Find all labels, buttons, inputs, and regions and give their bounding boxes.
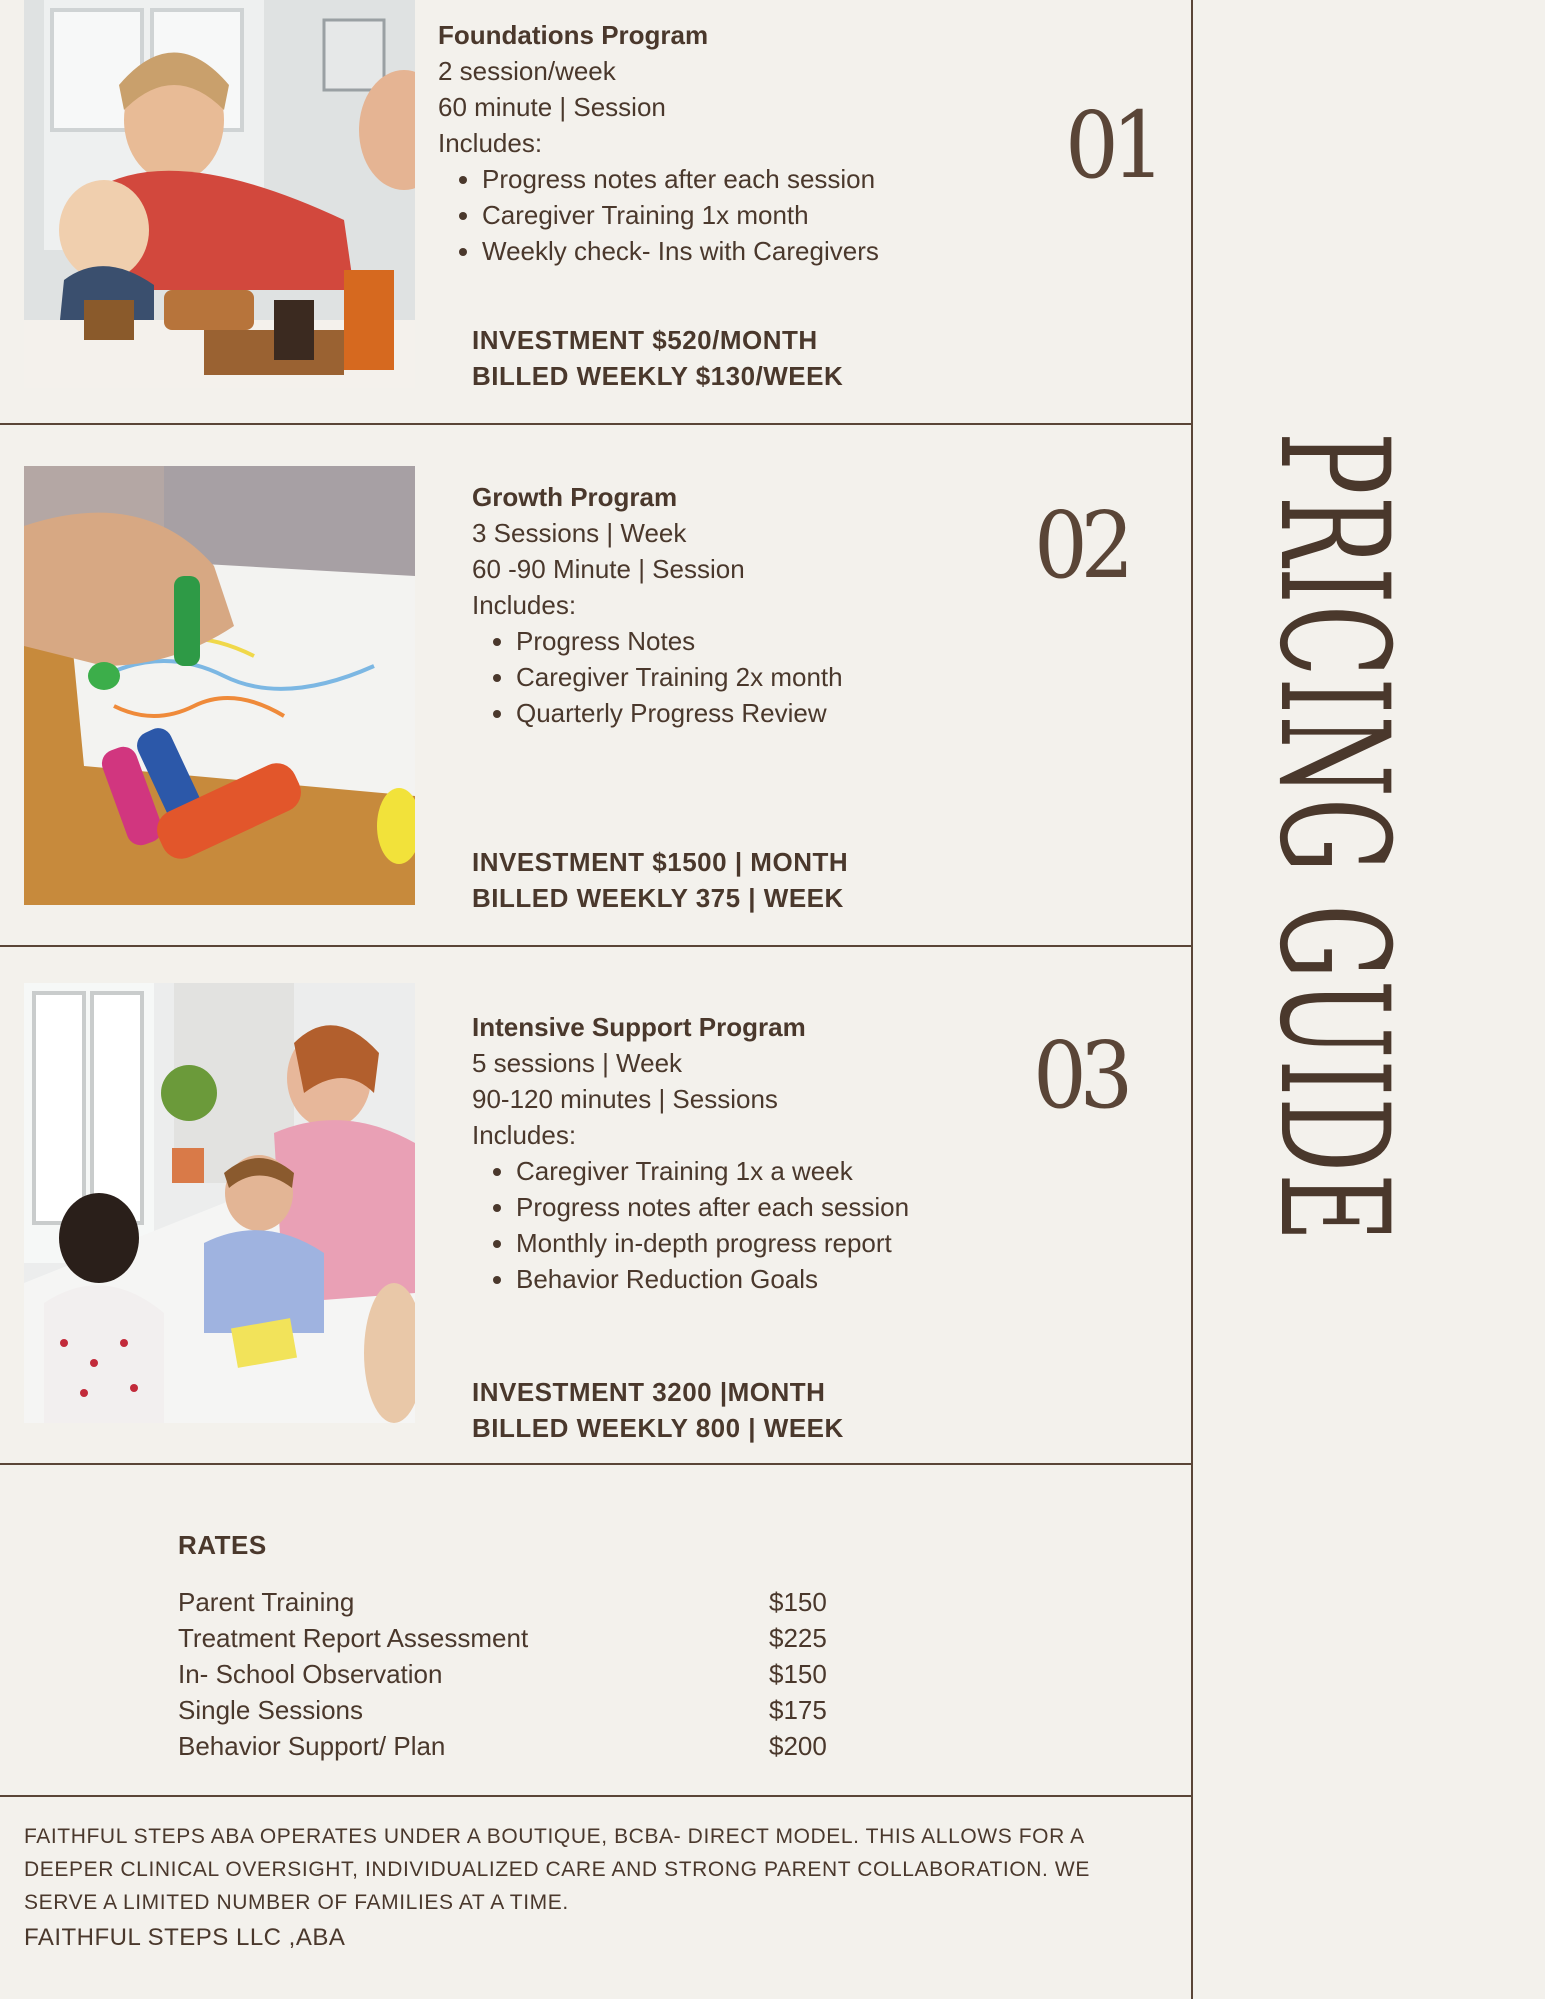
- rate-price: $175: [769, 1695, 827, 1725]
- investment-amount: INVESTMENT 3200 |MONTH: [472, 1377, 826, 1407]
- vertical-divider: [1191, 0, 1193, 1999]
- rate-price: $200: [769, 1731, 827, 1761]
- footer-company-name: FAITHFUL STEPS LLC ,ABA: [24, 1924, 346, 1951]
- list-item: • Behavior Reduction Goals: [516, 1261, 909, 1297]
- foundations-program-pricing: [472, 322, 843, 394]
- program-includes-list: [472, 1153, 909, 1297]
- program-frequency: 2 session/week: [438, 56, 616, 86]
- rate-row: [178, 1692, 838, 1728]
- list-item: • Weekly check- Ins with Caregivers: [482, 233, 879, 269]
- rate-price: $150: [769, 1659, 827, 1689]
- program-includes-label: Includes:: [472, 1120, 577, 1150]
- list-item: • Progress notes after each session: [516, 1189, 909, 1225]
- program-includes-label: Includes:: [438, 128, 543, 158]
- program-title: Foundations Program: [438, 20, 709, 50]
- section-divider-1: [0, 423, 1192, 425]
- list-item: • Caregiver Training 1x a week: [516, 1153, 909, 1189]
- program-duration: 60 -90 Minute | Session: [472, 554, 745, 584]
- list-item: • Progress Notes: [516, 623, 843, 659]
- program-duration: 90-120 minutes | Sessions: [472, 1084, 778, 1114]
- program-title: Growth Program: [472, 482, 678, 512]
- side-title: [1246, 432, 1420, 1632]
- program-number-03: 03: [1033, 1022, 1126, 1129]
- side-title-text: PRICING GUIDE: [1246, 432, 1420, 1243]
- rate-price: $225: [769, 1623, 827, 1653]
- program-number-01: 01: [1065, 92, 1158, 199]
- rate-label: Parent Training: [178, 1587, 355, 1617]
- rates-title: RATES: [178, 1530, 267, 1560]
- rate-label: Behavior Support/ Plan: [178, 1731, 446, 1761]
- rate-label: In- School Observation: [178, 1659, 443, 1689]
- list-item: • Quarterly Progress Review: [516, 695, 843, 731]
- list-item: • Caregiver Training 2x month: [516, 659, 843, 695]
- rate-label: Treatment Report Assessment: [178, 1623, 529, 1653]
- list-item: • Monthly in-depth progress report: [516, 1225, 909, 1261]
- list-item: • Caregiver Training 1x month: [482, 197, 879, 233]
- rate-row: [178, 1620, 838, 1656]
- billed-weekly-amount: BILLED WEEKLY 375 | WEEK: [472, 883, 844, 913]
- foundations-program-details: [438, 17, 879, 269]
- growth-program-photo: [24, 466, 415, 905]
- section-divider-3: [0, 1463, 1192, 1465]
- rate-label: Single Sessions: [178, 1695, 363, 1725]
- foundations-program-photo: [24, 0, 415, 388]
- program-includes-label: Includes:: [472, 590, 577, 620]
- intensive-support-program-details: [472, 1009, 909, 1297]
- program-includes-list: [438, 161, 879, 269]
- rate-row: [178, 1584, 838, 1620]
- investment-amount: INVESTMENT $1500 | MONTH: [472, 847, 849, 877]
- program-includes-list: [472, 623, 843, 731]
- program-duration: 60 minute | Session: [438, 92, 666, 122]
- billed-weekly-amount: BILLED WEEKLY $130/WEEK: [472, 361, 844, 391]
- intensive-support-program-photo: [24, 983, 415, 1423]
- program-frequency: 5 sessions | Week: [472, 1048, 683, 1078]
- rate-price: $150: [769, 1587, 827, 1617]
- program-frequency: 3 Sessions | Week: [472, 518, 687, 548]
- growth-program-pricing: [472, 844, 848, 916]
- rate-row: [178, 1656, 838, 1692]
- section-divider-4: [0, 1795, 1192, 1797]
- growth-program-details: [472, 479, 843, 731]
- footer-statement: FAITHFUL STEPS ABA OPERATES UNDER A BOUTIQUE, BCBA- DIRECT MODEL. THIS ALLOWS FOR A DEEPER CLINICAL OVERSIGHT, INDIVIDUALIZED CARE AND STRONG PARENT COLLABORATION. WE SERVE A LIMITED NUMBER OF FAMILIES AT A TIME.: [24, 1825, 1090, 1914]
- list-item: • Progress notes after each session: [482, 161, 879, 197]
- investment-amount: INVESTMENT $520/MONTH: [472, 325, 818, 355]
- program-number-02: 02: [1034, 492, 1127, 599]
- intensive-support-program-pricing: [472, 1374, 844, 1446]
- program-title: Intensive Support Program: [472, 1012, 806, 1042]
- billed-weekly-amount: BILLED WEEKLY 800 | WEEK: [472, 1413, 844, 1443]
- rate-row: [178, 1728, 838, 1764]
- section-divider-2: [0, 945, 1192, 947]
